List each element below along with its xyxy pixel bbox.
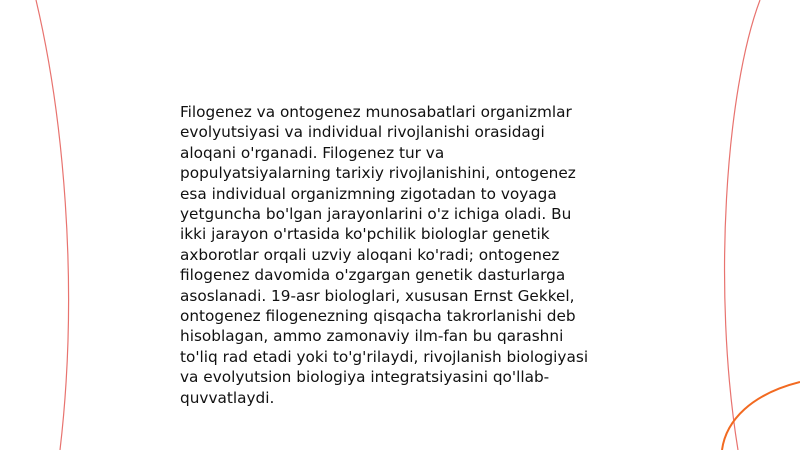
right-curve	[725, 0, 760, 450]
slide-body-text: Filogenez va ontogenez munosabatlari organizmlar evolyutsiyasi va individual rivojlanishi orasidagi aloqani o'rganadi. Filogenez tur va populyatsiyalarning tarixiy rivojlanishini, ontogenez esa individual organizmning zigotadan to voyaga yetguncha bo'lgan jarayonlarini o'z ichiga oladi. Bu ikki jarayon o'rtasida ko'pchilik biologlar genetik axborotlar orqali uzviy aloqani ko'radi; ontogenez filogenez davomida o'zgargan genetik dasturlarga asoslanadi. 19-asr biologlari, xususan Ernst Gekkel, ontogenez filogenezning qisqacha takrorlanishi deb hisoblagan, ammo zamonaviy ilm-fan bu qarashni to'liq rad etadi yoki to'g'rilaydi, rivojlanish biologiyasi va evolyutsion biologiya integratsiyasini qo'llab- quvvatlaydi.	[180, 103, 589, 407]
orange-arc	[722, 382, 800, 450]
left-curve	[36, 0, 69, 450]
